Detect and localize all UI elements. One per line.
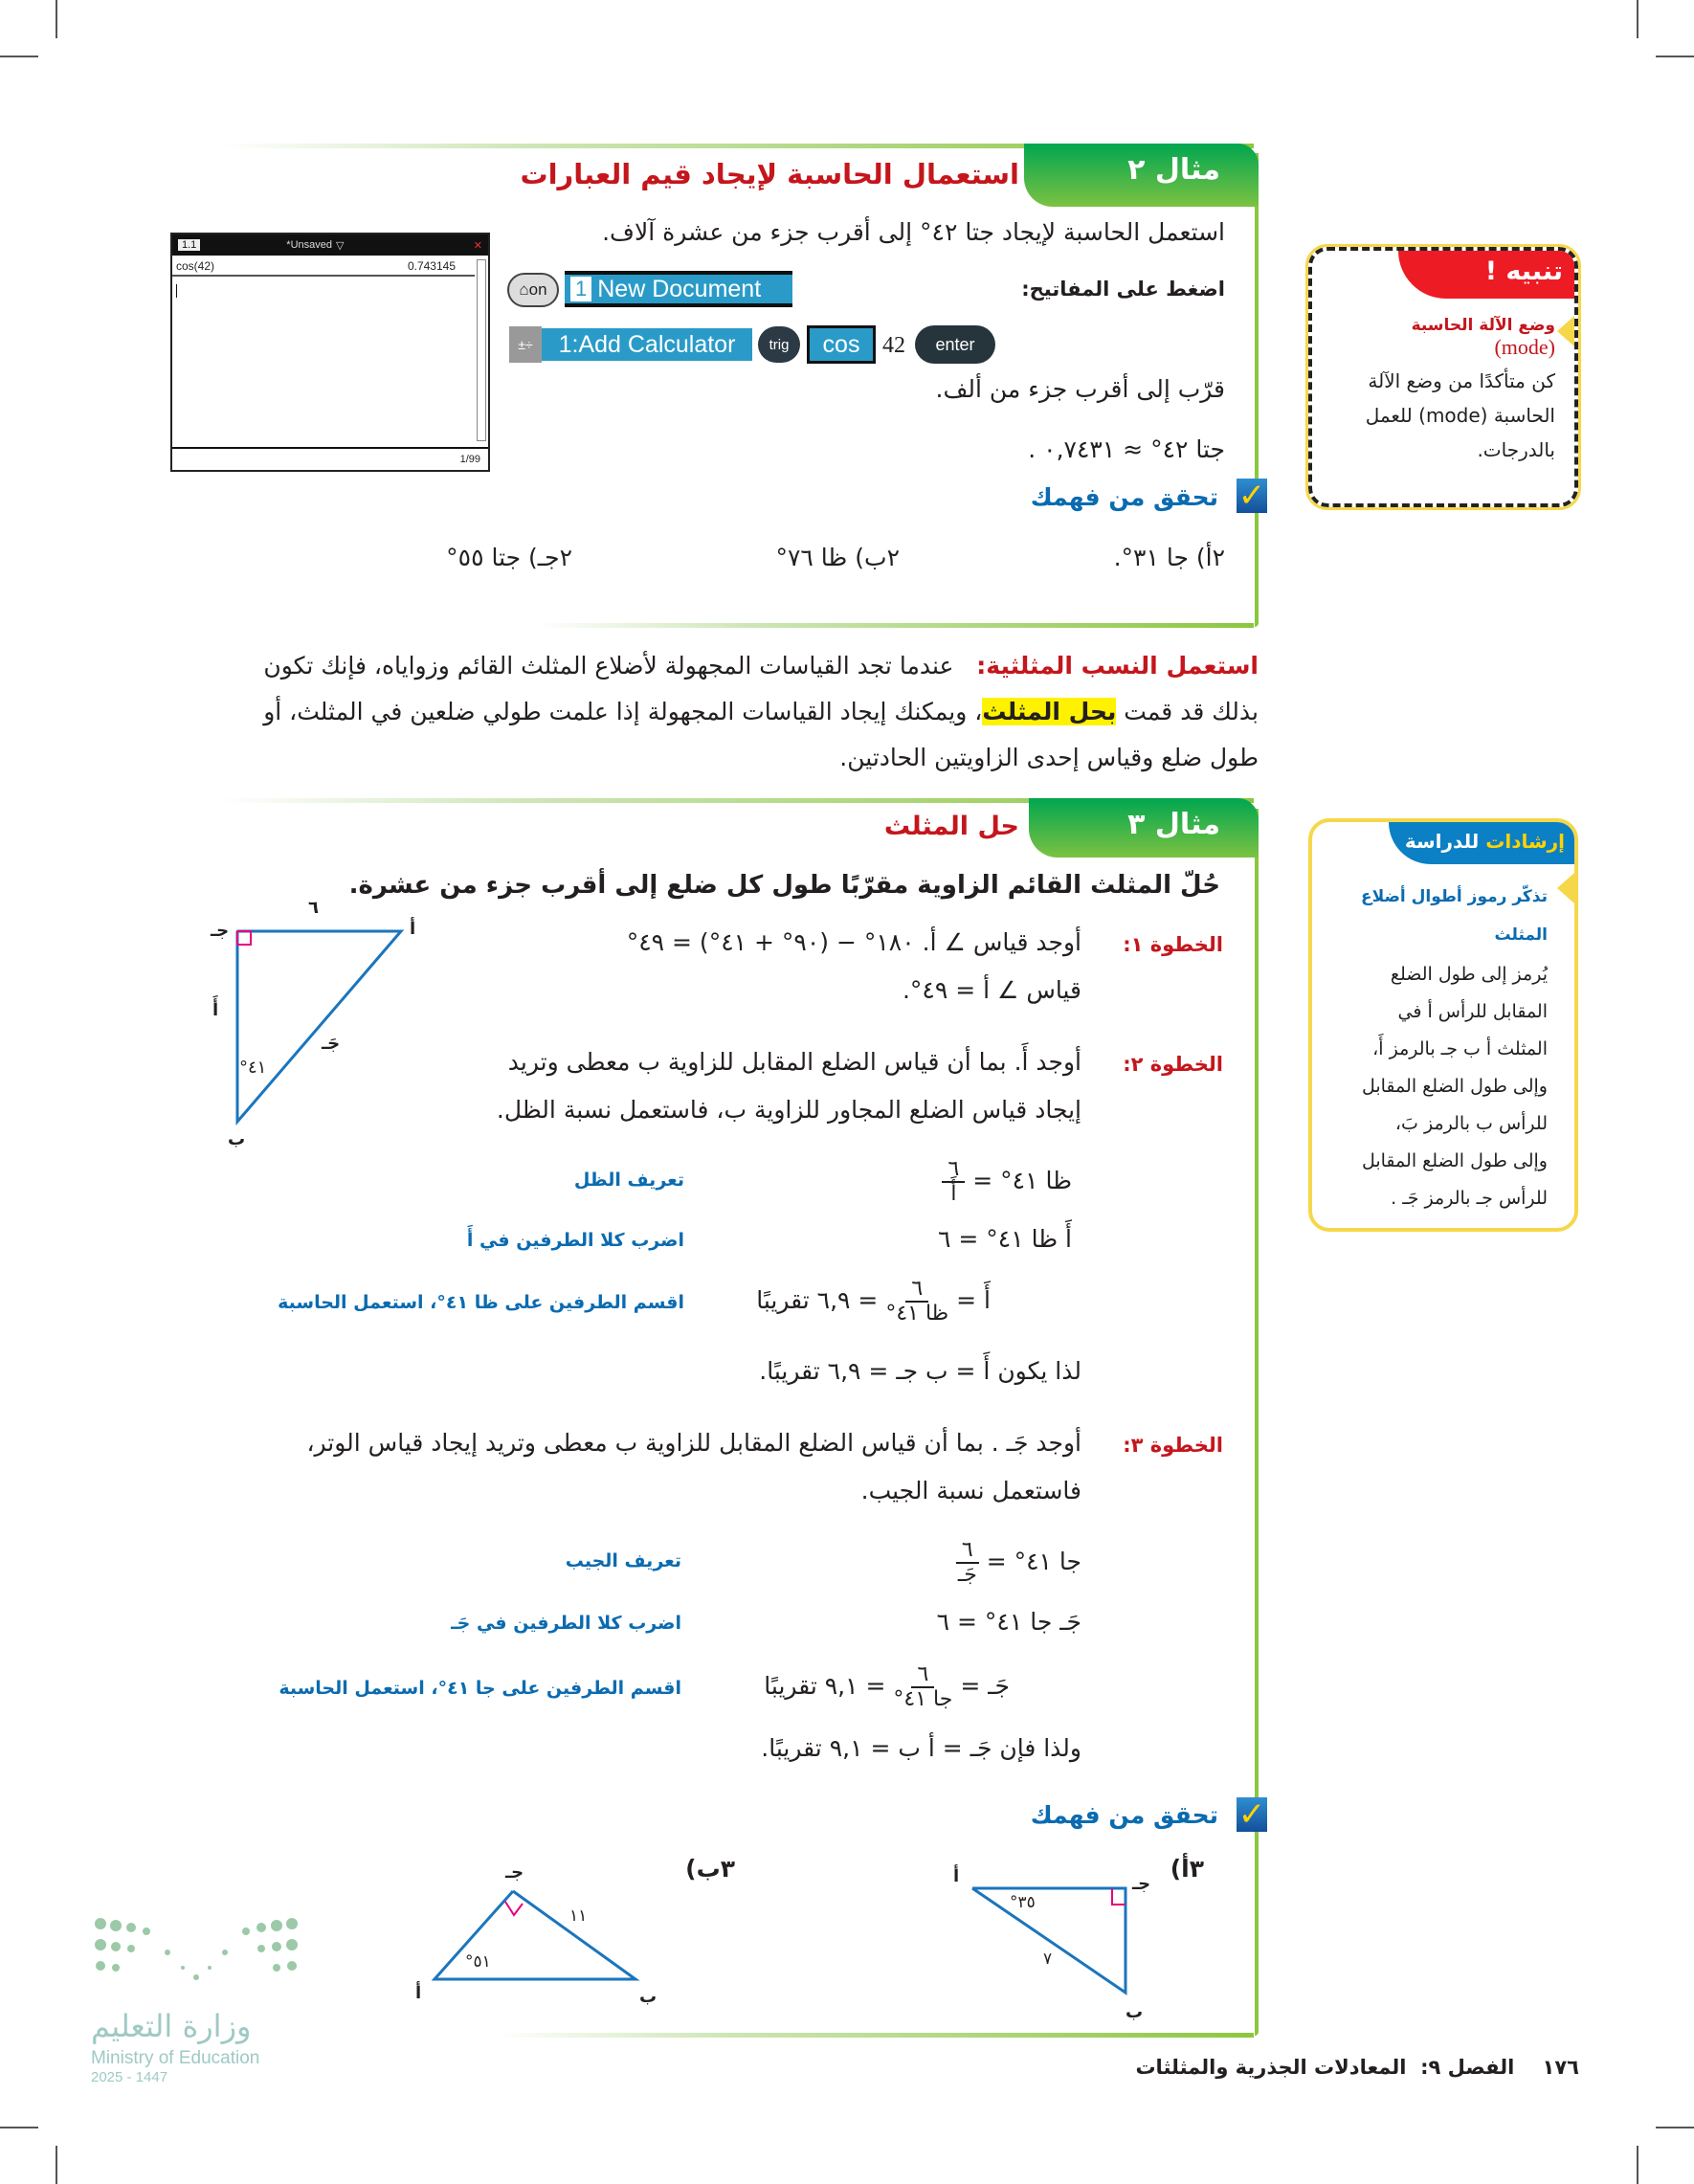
divider xyxy=(536,623,1254,628)
equation-note: اقسم الطرفين على ظا ٤١°، استعمل الحاسبة xyxy=(278,1292,684,1313)
warning-title: تنبيه ! xyxy=(1398,251,1574,299)
on-key: ⌂ on xyxy=(507,273,559,307)
side-a-label: أَ xyxy=(212,1000,219,1020)
intro-text: استعمل الحاسبة لإيجاد جتا ٤٢° إلى أقرب جزء من عشرة آلاف. xyxy=(602,218,1225,246)
equation-note: تعريف الجيب xyxy=(565,1550,681,1571)
enter-key: enter xyxy=(915,325,995,364)
calculator-titlebar: 1.1 *Unsaved ▽ ✕ xyxy=(172,234,488,256)
conclusion: لذا يكون أَ = ب جـ = ٦,٩ تقريبًا. xyxy=(759,1357,1081,1385)
add-calculator-menu: 1:Add Calculator xyxy=(542,328,752,361)
equation: جا ٤١° = $\frac{٦}{\text{جَـ}}$ xyxy=(957,1538,1081,1588)
side-c-label: جَـ xyxy=(322,1034,341,1054)
vertex-b: ب xyxy=(228,1129,246,1149)
warning-subtitle: وضع الآلة الحاسبة xyxy=(1411,316,1555,335)
page-number: ١٧٦ xyxy=(1542,2056,1579,2079)
step-2-label: الخطوة ٢: xyxy=(1123,1053,1223,1076)
side-length: ٧ xyxy=(1043,1950,1053,1969)
divider xyxy=(1255,809,1259,2036)
angle-label: ٤١° xyxy=(239,1058,267,1078)
vertex-c: جـ xyxy=(1132,1874,1151,1894)
example-title: حل المثلث xyxy=(883,812,1019,841)
study-tip-body: يُرمز إلى طول الضلع المقابل للرأس أ في المثلث أ ب جـ بالرمز أَ، وإلى طول الضلع المقابل للرأس ب بالرمز بَ، وإلى طول الضلع المقابل للرأس جـ بالرمز جَـ . xyxy=(1361,964,1548,1209)
page-counter: 1/99 xyxy=(172,447,488,470)
equation-note: تعريف الظل xyxy=(573,1170,684,1191)
side-length: ٦ xyxy=(308,898,319,918)
highlight-term: بحل المثلث xyxy=(982,698,1117,725)
triangle xyxy=(237,931,401,1122)
cursor xyxy=(176,284,177,298)
equation: ظا ٤١° = $\frac{٦}{\text{أَ}}$ xyxy=(942,1158,1072,1206)
vertex-b: ب xyxy=(639,1987,658,2007)
vertex-c: جـ xyxy=(505,1862,524,1883)
crop-mark xyxy=(1637,2146,1638,2184)
logo-dots-icon xyxy=(91,1914,301,1991)
example-tab: مثال ٢ xyxy=(1024,144,1259,207)
crop-mark xyxy=(0,56,38,57)
crop-mark xyxy=(1637,0,1638,38)
home-icon: ⌂ xyxy=(519,280,529,299)
vertex-b: ب xyxy=(1126,2002,1144,2022)
study-tip-subtitle: تذكّر رموز أطوال أضلاع المثلث xyxy=(1360,887,1548,945)
vertex-a: أ xyxy=(953,1866,960,1886)
equation: جَـ جا ٤١° = ٦ xyxy=(936,1608,1081,1636)
warning-box xyxy=(1308,247,1578,507)
exercise-3a-triangle xyxy=(957,1874,1151,2010)
check-title: تحقق من فهمك xyxy=(1030,1801,1218,1829)
equation: جَـ = $\frac{٦}{\text{جا ٤١°}}$ = ٩,١ تقريبًا xyxy=(764,1662,1010,1712)
chapter-title: المعادلات الجذرية والمثلثات xyxy=(1135,2056,1407,2079)
new-document-menu: 1 New Document xyxy=(565,271,792,307)
example-tab: مثال ٣ xyxy=(1029,798,1259,858)
paragraph-lead: استعمل النسب المثلثية: xyxy=(976,652,1259,680)
number-input: 42 xyxy=(882,333,905,358)
equation-note: اقسم الطرفين على جا ٤١°، استعمل الحاسبة xyxy=(279,1678,681,1699)
step-3-line: أوجد جَـ . بما أن قياس الضلع المقابل للزاوية ب معطى وتريد إيجاد قياس الوتر، xyxy=(306,1429,1081,1457)
step-1-line: قياس ∠ أ = ٤٩°. xyxy=(902,976,1081,1004)
check-icon: ✓ xyxy=(1237,477,1266,515)
study-tip-box xyxy=(1308,818,1578,1232)
equation: أَ = $\frac{٦}{\text{ظا ٤١°}}$ = ٦,٩ تقريبًا xyxy=(756,1277,991,1326)
round-text: قرّب إلى أقرب جزء من ألف. xyxy=(935,375,1225,403)
ministry-logo: وزارة التعليم Ministry of Education 2025 - 1447 xyxy=(91,1914,301,2085)
exercise-2b: ٢ب) ظا ٧٦° xyxy=(775,544,900,571)
equation-note: اضرب كلا الطرفين في أَ xyxy=(466,1230,684,1251)
trig-ratio-paragraph: استعمل النسب المثلثية: عندما تجد القياسات المجهولة لأضلاع المثلث القائم وزواياه، فإنك تكون بذلك قد قمت بحل المثلث، ويمكنك إيجاد القياسات المجهولة إذا علمت طولي ضلعين في المثلث، أو طول ضلع وقياس إحدى الزاويتين الحادتين. xyxy=(263,652,1259,771)
crop-mark xyxy=(56,2146,57,2184)
crop-mark xyxy=(1656,2127,1694,2128)
warning-body: كن متأكدًا من وضع الآلة الحاسبة (mode) للعمل بالدرجات. xyxy=(1365,369,1555,461)
chapter-number: الفصل ٩: xyxy=(1420,2056,1515,2079)
intro-text: حُلّ المثلث القائم الزاوية مقرّبًا طول كل ضلع إلى أقرب جزء من عشرة. xyxy=(348,871,1220,900)
check-icon: ✓ xyxy=(1237,1795,1266,1834)
press-label: اضغط على المفاتيح: xyxy=(1021,278,1225,301)
exercise-2a: ٢أ) جا ٣١°. xyxy=(1113,544,1225,571)
side-length: ١١ xyxy=(569,1906,588,1926)
vertex-c: جـ xyxy=(211,921,230,941)
page-footer xyxy=(1135,2056,1579,2079)
equation-note: اضرب كلا الطرفين في جَـ xyxy=(451,1613,681,1634)
divider xyxy=(498,2033,1254,2038)
exercise-3b-label: ٣ب) xyxy=(685,1855,735,1883)
check-title: تحقق من فهمك xyxy=(1030,483,1218,511)
step-3-label: الخطوة ٣: xyxy=(1123,1434,1223,1457)
close-icon: ✕ xyxy=(473,239,482,252)
vertex-a: أ xyxy=(410,919,416,939)
step-2-line: إيجاد قياس الضلع المجاور للزاوية ب، فاستعمل نسبة الظل. xyxy=(496,1096,1081,1124)
step-1-line: أوجد قياس ∠ أ. ١٨٠° − (٩٠° + ٤١°) = ٤٩° xyxy=(626,928,1081,956)
equation: أَ ظا ٤١° = ٦ xyxy=(938,1225,1072,1253)
example-title: استعمال الحاسبة لإيجاد قيم العبارات xyxy=(520,158,1019,190)
crop-mark xyxy=(1656,56,1694,57)
crop-mark xyxy=(56,0,57,38)
answer-text: جتا ٤٢° ≈ ٠,٧٤٣١ . xyxy=(1028,435,1225,463)
angle-label: ٥١° xyxy=(465,1952,491,1972)
conclusion: ولذا فإن جَـ = أ ب = ٩,١ تقريبًا. xyxy=(761,1734,1081,1762)
pointer-icon xyxy=(1557,316,1574,346)
step-3-line: فاستعمل نسبة الجيب. xyxy=(860,1477,1081,1504)
scrollbar[interactable] xyxy=(477,259,486,441)
exercise-2c: ٢جـ) جتا ٥٥° xyxy=(446,544,572,571)
crop-mark xyxy=(0,2127,38,2128)
angle-label: ٣٥° xyxy=(1010,1893,1036,1912)
trig-key: trig xyxy=(758,326,800,363)
divider xyxy=(1255,153,1259,627)
study-tip-title: إرشادات للدراسة xyxy=(1389,822,1574,864)
cos-menu: cos xyxy=(807,325,876,364)
calculator-screen xyxy=(170,233,490,472)
calc-entry: cos(42) 0.743145 xyxy=(172,256,475,277)
pointer-icon xyxy=(1557,873,1574,903)
vertex-a: أ xyxy=(415,1983,422,2003)
right-angle-mark xyxy=(237,931,251,945)
calculator-icon: ±÷ xyxy=(509,326,542,363)
exercise-3a-label: ٣أ) xyxy=(1170,1855,1204,1883)
warning-mode: (mode) xyxy=(1494,335,1555,359)
step-2-line: أوجد أَ. بما أن قياس الضلع المقابل للزاوية ب معطى وتريد xyxy=(507,1048,1081,1076)
step-1-label: الخطوة ١: xyxy=(1123,933,1223,956)
exercise-3b-triangle xyxy=(421,1881,651,1991)
